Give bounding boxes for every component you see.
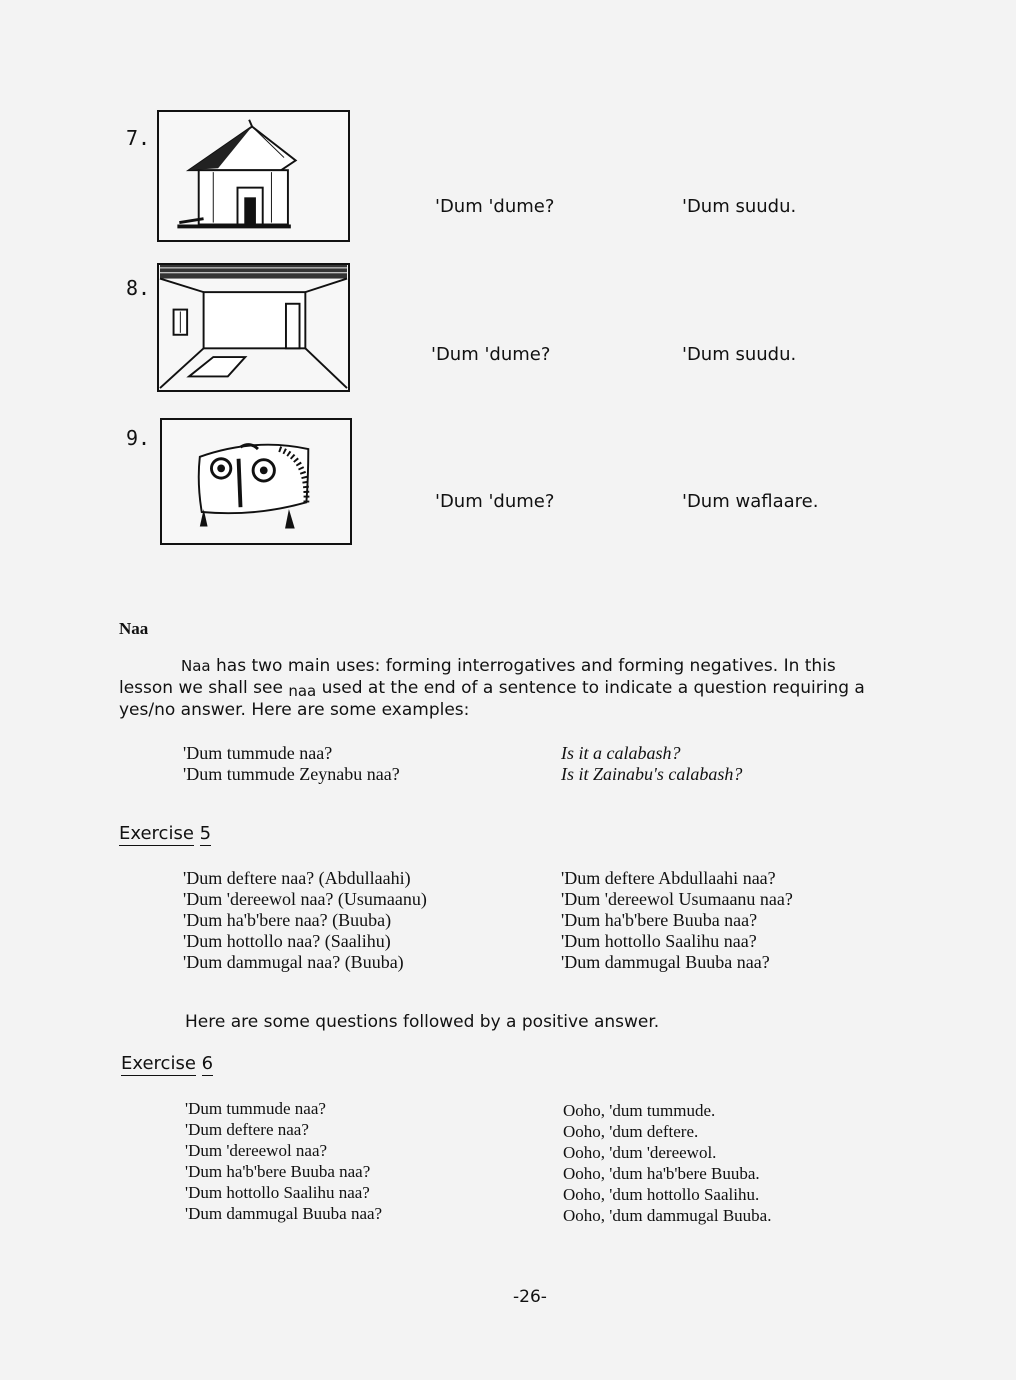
- paragraph-text: yes/no answer. Here are some examples:: [119, 700, 470, 720]
- naa-word: Naa: [181, 657, 211, 675]
- list-item: 'Dum dammugal Buuba naa?: [185, 1204, 383, 1223]
- list-item: 'Dum deftere naa?: [185, 1120, 309, 1139]
- list-item: Is it a calabash?: [561, 743, 681, 763]
- list-item: 'Dum hottollo naa? (Saalihu): [183, 931, 391, 951]
- list-item: Is it Zainabu's calabash?: [561, 764, 743, 784]
- item-number: 8.: [126, 276, 151, 300]
- exercise-heading: [119, 823, 211, 844]
- item-question: 'Dum 'dume?: [435, 196, 555, 217]
- item-question: 'Dum 'dume?: [431, 344, 551, 365]
- list-item: 'Dum deftere Abdullaahi naa?: [561, 868, 776, 888]
- example-list-english: [561, 743, 742, 785]
- list-item: 'Dum 'dereewol naa?: [185, 1141, 328, 1160]
- exercise6-answers: [563, 1100, 771, 1226]
- exercise5-prompts: [183, 868, 427, 973]
- hut-illustration: [157, 110, 350, 242]
- exercise-label: Exercise: [119, 823, 194, 844]
- transition-sentence: Here are some questions followed by a positive answer.: [185, 1012, 660, 1032]
- exercise6-questions: [185, 1098, 382, 1224]
- paragraph-text: used at the end of a sentence to indicate a question requiring a: [321, 678, 865, 698]
- naa-paragraph: [119, 655, 919, 721]
- paragraph-line: [119, 655, 919, 677]
- item-answer: 'Dum waflaare.: [682, 491, 819, 512]
- list-item: Ooho, 'dum dammugal Buuba.: [563, 1206, 772, 1225]
- list-item: 'Dum 'dereewol Usumaanu naa?: [561, 889, 793, 909]
- item-answer: 'Dum suudu.: [682, 196, 797, 217]
- list-item: Ooho, 'dum deftere.: [563, 1122, 699, 1141]
- list-item: 'Dum deftere naa? (Abdullaahi): [183, 868, 411, 888]
- hut-icon: [159, 112, 348, 240]
- list-item: Ooho, 'dum tummude.: [563, 1101, 716, 1120]
- exercise-number: 5: [199, 823, 212, 844]
- paragraph-text: has two main uses: forming interrogatives and forming negatives. In this: [216, 656, 836, 676]
- list-item: 'Dum hottollo Saalihu naa?: [561, 931, 757, 951]
- list-item: 'Dum dammugal Buuba naa?: [561, 952, 770, 972]
- list-item: Ooho, 'dum 'dereewol.: [563, 1143, 717, 1162]
- item-answer: 'Dum suudu.: [682, 344, 797, 365]
- exercise5-answers: [561, 868, 793, 973]
- room-icon: [159, 265, 348, 390]
- list-item: 'Dum ha'b'bere Buuba naa?: [561, 910, 758, 930]
- item-number: 9.: [126, 426, 151, 450]
- cushion-icon: [162, 420, 350, 543]
- list-item: Ooho, 'dum ha'b'bere Buuba.: [563, 1164, 760, 1183]
- cushion-illustration: [160, 418, 352, 545]
- paragraph-line: [119, 677, 919, 699]
- list-item: 'Dum hottollo Saalihu naa?: [185, 1183, 370, 1202]
- list-item: 'Dum 'dereewol naa? (Usumaanu): [183, 889, 427, 909]
- list-item: 'Dum ha'b'bere naa? (Buuba): [183, 910, 392, 930]
- room-illustration: [157, 263, 350, 392]
- list-item: 'Dum tummude Zeynabu naa?: [183, 764, 400, 784]
- list-item: 'Dum dammugal naa? (Buuba): [183, 952, 404, 972]
- example-list-fulfulde: [183, 743, 400, 785]
- list-item: 'Dum tummude naa?: [185, 1099, 326, 1118]
- exercise-heading: [121, 1053, 213, 1074]
- exercise-number: 6: [201, 1053, 214, 1074]
- list-item: 'Dum ha'b'bere Buuba naa?: [185, 1162, 371, 1181]
- exercise-label: Exercise: [121, 1053, 196, 1074]
- section-heading: Naa: [119, 619, 149, 638]
- naa-word: naa: [288, 682, 317, 700]
- list-item: Ooho, 'dum hottollo Saalihu.: [563, 1185, 760, 1204]
- item-question: 'Dum 'dume?: [435, 491, 555, 512]
- page-number: -26-: [513, 1287, 547, 1307]
- paragraph-text: lesson we shall see: [119, 678, 283, 698]
- list-item: 'Dum tummude naa?: [183, 743, 333, 763]
- item-number: 7.: [126, 126, 151, 150]
